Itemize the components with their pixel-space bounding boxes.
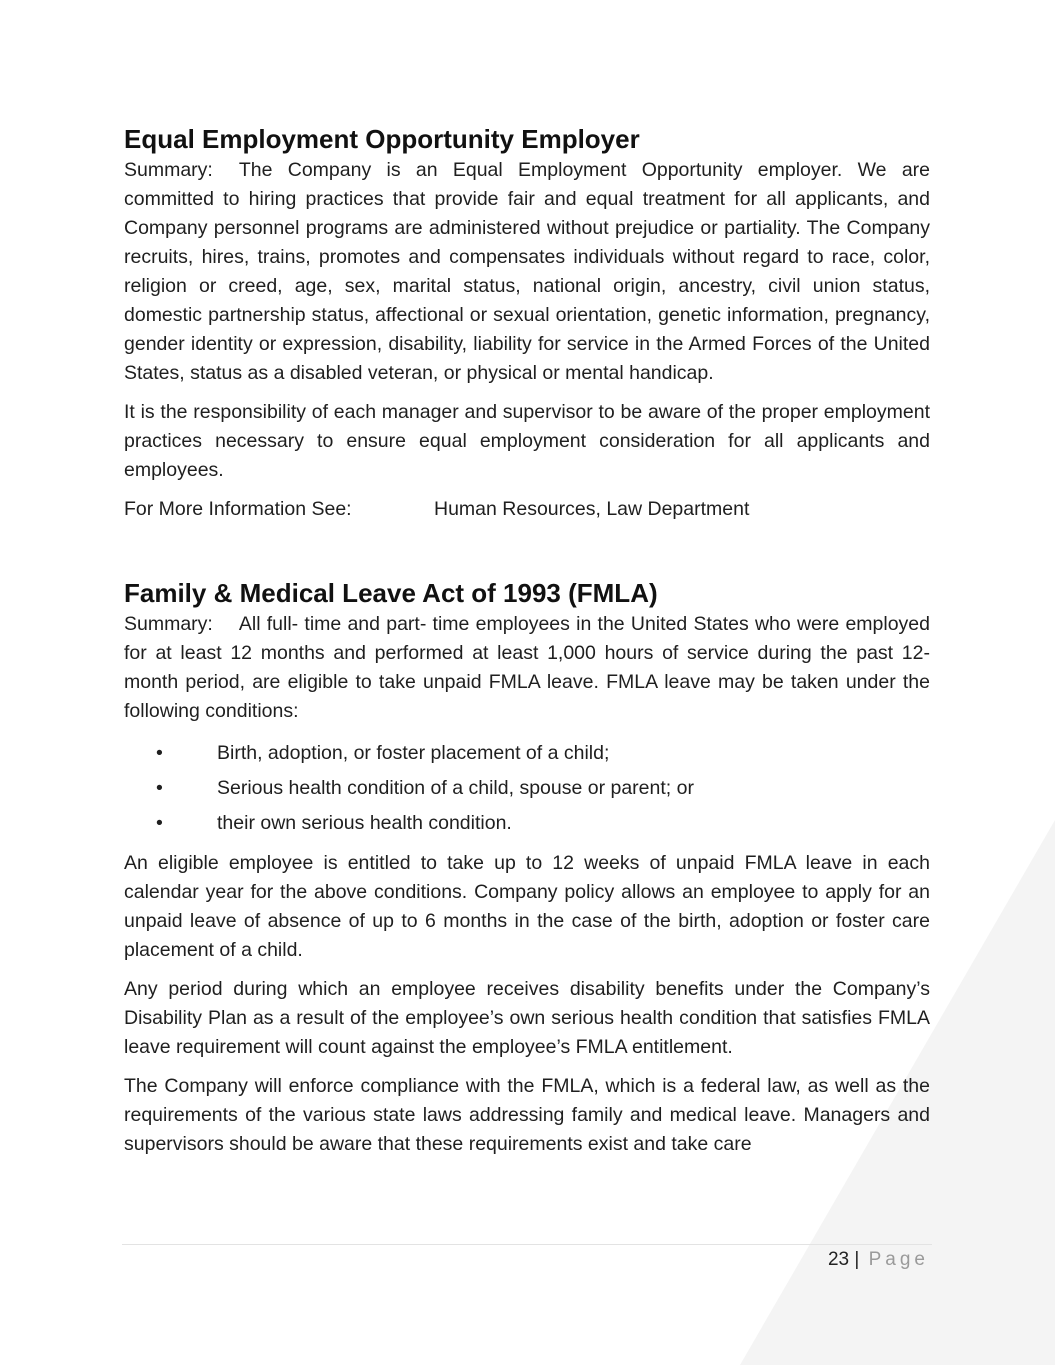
fmla-entitlement-paragraph: An eligible employee is entitled to take up to 12 weeks of unpaid FMLA leave in each calendar year for the above conditions. Company policy allows an employee to apply for an unpaid leave of absence of up to 6 months in the case of the birth, adoption or foster care placement of a child.: [124, 852, 930, 961]
fmla-heading: Family & Medical Leave Act of 1993 (FMLA): [124, 578, 658, 608]
fmla-summary-paragraph: [124, 610, 930, 726]
eeo-summary-text: The Company is an Equal Employment Opportunity employer. We are committed to hiring practices that provide fair and equal treatment for all applicants, and Company personnel programs are administered without prejudice or partiality. The Company recruits, hires, trains, promotes and compensates individuals without regard to race, color, religion or creed, age, sex, marital status, national origin, ancestry, civil union status, domestic partnership status, affectional or sexual orientation, genetic information, pregnancy, gender identity or expression, disability, liability for service in the Armed Forces of the United States, status as a disabled veteran, or physical or mental handicap.: [124, 159, 930, 384]
eeo-responsibility-paragraph: It is the responsibility of each manager and supervisor to be aware of the proper employment practices necessary to ensure equal employment consideration for all applicants and employees.: [124, 401, 930, 481]
fmla-summary-text: All full- time and part- time employees in the United States who were employed for at least 12 months and performed at least 1,000 hours of service during the past 12-month period, are eligible to take unpaid FMLA leave. FMLA leave may be taken under the following conditions:: [124, 613, 930, 722]
fmla-summary-label: Summary:: [124, 613, 213, 635]
list-item: [124, 736, 930, 771]
footer-divider: [122, 1244, 932, 1245]
eeo-section: [124, 122, 930, 524]
fmla-compliance-paragraph: The Company will enforce compliance with the FMLA, which is a federal law, as well as the requirements of the various state laws addressing family and medical leave. Managers and supervisors should be aware that these requirements exist and take care: [124, 1075, 930, 1155]
document-page: [124, 122, 930, 1169]
page-word: Page: [868, 1249, 929, 1270]
page-footer: [828, 1247, 929, 1273]
eeo-more-info: [124, 495, 930, 524]
fmla-conditions-list: [124, 736, 930, 841]
more-info-value: Human Resources, Law Department: [434, 498, 750, 520]
eeo-summary-label: Summary:: [124, 159, 213, 181]
bullet-icon: •: [156, 812, 163, 834]
list-item-text: their own serious health condition.: [217, 812, 512, 834]
eeo-heading: Equal Employment Opportunity Employer: [124, 124, 640, 154]
page-number: 23: [827, 1249, 850, 1270]
list-item-text: Serious health condition of a child, spouse or parent; or: [217, 777, 694, 799]
more-info-label: For More Information See:: [124, 498, 352, 520]
bullet-icon: •: [156, 777, 163, 799]
list-item: [124, 771, 930, 806]
list-item: [124, 806, 930, 841]
eeo-summary-paragraph: [124, 156, 930, 388]
list-item-text: Birth, adoption, or foster placement of a child;: [217, 742, 610, 764]
bullet-icon: •: [156, 742, 163, 764]
page-separator: |: [854, 1249, 860, 1270]
fmla-disability-paragraph: Any period during which an employee receives disability benefits under the Company’s Disability Plan as a result of the employee’s own serious health condition that satisfies FMLA leave requirement will count against the employee’s FMLA entitlement.: [124, 978, 930, 1058]
fmla-section: [124, 576, 930, 1159]
